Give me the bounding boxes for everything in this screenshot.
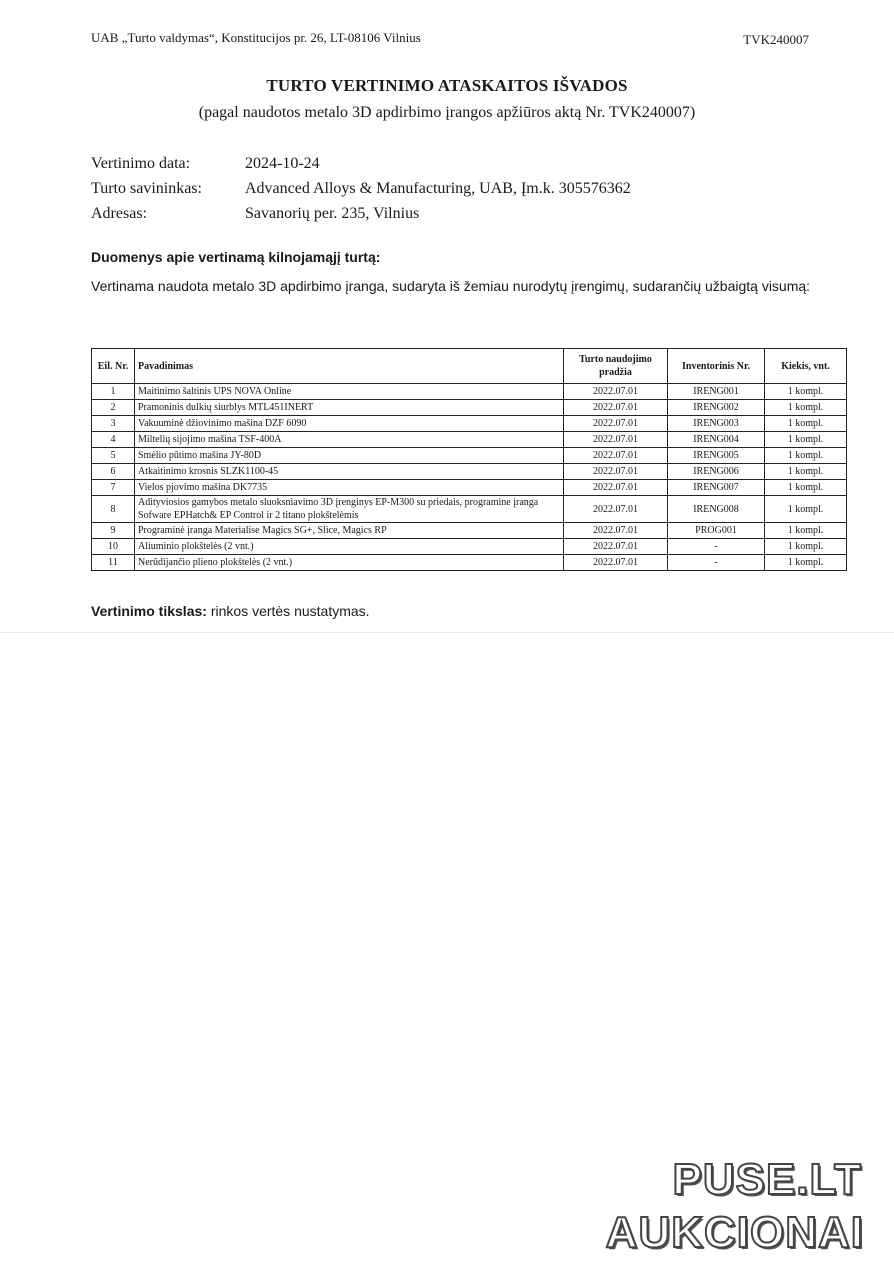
cell-inventory: IRENG003 [668,416,765,432]
cell-inventory: IRENG008 [668,496,765,523]
cell-quantity: 1 kompl. [765,523,847,539]
cell-name: Smėlio pūtimo mašina JY-80D [135,448,564,464]
cell-name: Programinė įranga Materialise Magics SG+, Slice, Magics RP [135,523,564,539]
cell-no: 3 [92,416,135,432]
cell-no: 2 [92,400,135,416]
cell-name: Adityviosios gamybos metalo sluoksniavimo 3D įrenginys EP-M300 su priedais, programine įranga Sofware EPHatch& EP Control ir 2 titano plokštelėmis [135,496,564,523]
document-subtitle: (pagal naudotos metalo 3D apdirbimo įrangos apžiūros aktą Nr. TVK240007) [198,104,696,121]
table-row [92,432,847,448]
purpose-value: rinkos vertės nustatymas. [210,603,370,619]
info-row-address [91,201,631,226]
table-row [92,416,847,432]
info-row-date [91,151,631,176]
cell-no: 9 [92,523,135,539]
document-title: TURTO VERTINIMO ATASKAITOS IŠVADOS [266,76,628,95]
table-row [92,400,847,416]
cell-date: 2022.07.01 [564,539,668,555]
cell-name: Miltelių sijojimo mašina TSF-400A [135,432,564,448]
table-row [92,448,847,464]
cell-name: Nerūdijančio plieno plokštelės (2 vnt.) [135,555,564,571]
cell-inventory: IRENG005 [668,448,765,464]
cell-no: 6 [92,464,135,480]
cell-inventory: PROG001 [668,523,765,539]
header-no: Eil. Nr. [92,349,135,384]
section-title: Duomenys apie vertinamą kilnojamąjį turtą: [91,249,381,265]
table-row [92,464,847,480]
watermark-line-1: PUSE.LT [672,1155,862,1204]
cell-quantity: 1 kompl. [765,384,847,400]
cell-quantity: 1 kompl. [765,432,847,448]
table-row [92,384,847,400]
cell-date: 2022.07.01 [564,416,668,432]
date-value: 2024-10-24 [245,155,320,172]
cell-date: 2022.07.01 [564,384,668,400]
cell-date: 2022.07.01 [564,523,668,539]
valuation-purpose [91,603,370,619]
header-name: Pavadinimas [135,349,564,384]
header-date: Turto naudojimo pradžia [564,349,668,384]
cell-inventory: IRENG006 [668,464,765,480]
cell-quantity: 1 kompl. [765,539,847,555]
cell-inventory: IRENG001 [668,384,765,400]
cell-no: 7 [92,480,135,496]
cell-no: 10 [92,539,135,555]
cell-quantity: 1 kompl. [765,480,847,496]
table-row [92,496,847,523]
cell-no: 5 [92,448,135,464]
purpose-label: Vertinimo tikslas: [91,603,207,619]
document-code: TVK240007 [743,32,809,47]
cell-date: 2022.07.01 [564,464,668,480]
table-header-row [92,349,847,384]
cell-inventory: - [668,555,765,571]
cell-no: 4 [92,432,135,448]
valuation-info [91,151,631,226]
header-company: UAB „Turto valdymas“, Konstitucijos pr. 26, LT-08106 Vilnius [91,30,421,45]
cell-name: Pramoninis dulkių siurblys MTL451INERT [135,400,564,416]
cell-quantity: 1 kompl. [765,448,847,464]
cell-name: Maitinimo šaltinis UPS NOVA Online [135,384,564,400]
cell-inventory: IRENG007 [668,480,765,496]
cell-quantity: 1 kompl. [765,464,847,480]
cell-name: Vielos pjovimo mašina DK7735 [135,480,564,496]
header-inventory: Inventorinis Nr. [668,349,765,384]
cell-date: 2022.07.01 [564,555,668,571]
cell-no: 1 [92,384,135,400]
cell-date: 2022.07.01 [564,432,668,448]
cell-quantity: 1 kompl. [765,416,847,432]
cell-date: 2022.07.01 [564,448,668,464]
cell-inventory: - [668,539,765,555]
assets-table [91,348,847,571]
cell-date: 2022.07.01 [564,400,668,416]
cell-quantity: 1 kompl. [765,555,847,571]
cell-name: Atkaitinimo krosnis SLZK1100-45 [135,464,564,480]
cell-inventory: IRENG002 [668,400,765,416]
cell-no: 8 [92,496,135,523]
cell-inventory: IRENG004 [668,432,765,448]
table-row [92,523,847,539]
table-row [92,539,847,555]
watermark-line-2: AUKCIONAI [605,1208,864,1257]
cell-no: 11 [92,555,135,571]
cell-name: Vakuuminė džiovinimo mašina DZF 6090 [135,416,564,432]
info-row-owner [91,176,631,201]
page-fold-line [0,632,894,633]
section-text: Vertinama naudota metalo 3D apdirbimo įranga, sudaryta iš žemiau nurodytų įrengimų, sudarančių užbaigtą visumą: [91,278,811,294]
address-label: Adresas: [91,205,147,222]
cell-name: Aliuminio plokštelės (2 vnt.) [135,539,564,555]
table-row [92,480,847,496]
owner-value: Advanced Alloys & Manufacturing, UAB, Įm.k. 305576362 [245,180,631,197]
header-quantity: Kiekis, vnt. [765,349,847,384]
owner-label: Turto savininkas: [91,180,202,197]
cell-quantity: 1 kompl. [765,400,847,416]
cell-date: 2022.07.01 [564,496,668,523]
cell-date: 2022.07.01 [564,480,668,496]
table-row [92,555,847,571]
cell-quantity: 1 kompl. [765,496,847,523]
address-value: Savanorių per. 235, Vilnius [245,205,420,222]
date-label: Vertinimo data: [91,155,191,172]
